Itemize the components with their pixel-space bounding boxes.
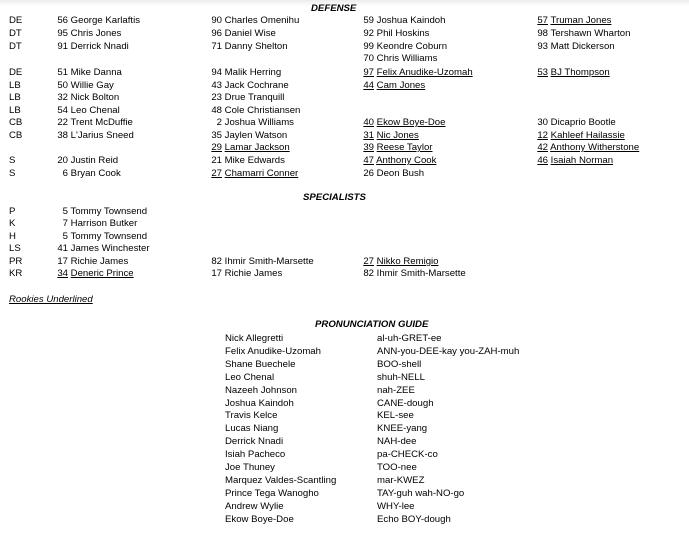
position-label: DT [9,41,22,52]
player-entry [362,168,424,180]
player-name: BJ Thompson [550,67,610,78]
player-name: Danny Shelton [224,41,288,52]
player-name: Lamar Jackson [224,142,290,153]
pronunciation-name: Lucas Niang [225,423,279,435]
jersey-number: 17 [211,268,222,279]
jersey-number: 92 [363,28,374,39]
player-entry [56,41,129,53]
player-name: Bryan Cook [70,168,121,179]
player-entry [536,28,630,40]
jersey-number: 82 [211,256,222,267]
player-entry [210,28,276,40]
jersey-number: 32 [57,92,68,103]
pronunciation-name: Nazeeh Johnson [225,384,298,396]
jersey-number: 71 [211,41,222,52]
player-entry [362,130,419,142]
pronunciation-name: Travis Kelce [225,410,278,422]
rookies-note: Rookies Underlined [9,294,93,305]
player-entry [56,243,150,255]
player-entry [56,92,119,104]
player-entry [536,41,615,53]
player-entry [56,206,147,218]
jersey-number: 5 [62,231,68,242]
player-entry [56,117,133,129]
player-entry [56,268,134,280]
jersey-number: 40 [363,117,374,128]
jersey-number: 5 [62,206,68,217]
pronunciation-phonetic: TAY-guh wah-NO-go [377,487,465,499]
player-entry [210,92,284,104]
player-name: Felix Anudike-Uzomah [376,67,473,78]
player-name: Anthony Witherstone [550,142,640,153]
pronunciation-phonetic: mar-KWEZ [377,474,425,486]
jersey-number: 51 [57,67,68,78]
player-name: Nic Jones [376,130,419,141]
jersey-number: 35 [211,130,222,141]
position-label: LS [9,243,21,254]
jersey-number: 82 [363,268,374,279]
pronunciation-name: Marquez Valdes-Scantling [225,474,337,486]
player-entry [56,168,121,180]
player-entry [362,155,436,167]
player-name: Deneric Prince [70,268,134,279]
position-label: H [9,231,16,242]
jersey-number: 26 [363,168,374,179]
player-entry [210,155,285,167]
player-entry [210,168,298,180]
player-name: Ekow Boye-Doe [376,117,446,128]
jersey-number: 38 [57,130,68,141]
jersey-number: 99 [363,41,374,52]
jersey-number: 23 [211,92,222,103]
player-entry [362,256,439,268]
player-name: George Karlaftis [70,15,140,26]
pronunciation-phonetic: KEL-see [377,410,414,422]
player-name: Chris Williams [376,53,438,64]
player-entry [210,130,287,142]
player-entry [536,130,625,142]
player-name: Cam Jones [376,80,426,91]
player-entry [56,155,118,167]
player-entry [210,67,281,79]
position-label: LB [9,92,21,103]
player-entry [210,105,300,117]
player-name: Mike Edwards [224,155,285,166]
jersey-number: 59 [363,15,374,26]
player-entry [210,80,289,92]
player-entry [536,155,613,167]
player-name: Keondre Coburn [376,41,448,52]
player-entry [56,130,134,142]
player-name: Matt Dickerson [550,41,615,52]
position-label: DE [9,15,23,26]
pronunciation-phonetic: ANN-you-DEE-kay you-ZAH-muh [377,345,520,357]
player-name: Harrison Butker [70,218,138,229]
pronunciation-phonetic: nah-ZEE [377,384,415,396]
pronunciation-name: Derrick Nnadi [225,436,284,448]
pronunciation-phonetic: shuh-NELL [377,371,425,383]
player-name: Nick Bolton [70,92,120,103]
position-label: KR [9,268,23,279]
player-name: Nikko Remigio [376,256,439,267]
player-name: Kahleef Hailassie [550,130,625,141]
jersey-number: 91 [57,41,68,52]
pronunciation-phonetic: TOO-nee [377,462,417,473]
jersey-number: 31 [363,130,374,141]
jersey-number: 48 [211,105,222,116]
jersey-number: 41 [57,243,68,254]
jersey-number: 57 [537,15,548,26]
player-entry [536,67,610,79]
player-name: Tommy Townsend [70,206,148,217]
player-name: Dicaprio Bootle [550,117,616,128]
player-name: Tommy Townsend [70,231,148,242]
player-entry [362,53,437,65]
position-label: LB [9,105,21,116]
pronunciation-name: Andrew Wylie [225,500,284,512]
pronunciation-phonetic: pa-CHECK-co [377,449,438,461]
jersey-number: 22 [57,117,68,128]
jersey-number: 30 [537,117,548,128]
jersey-number: 98 [537,28,548,39]
position-label: K [9,218,16,229]
pronunciation-heading: PRONUNCIATION GUIDE [315,319,429,330]
pronunciation-phonetic: al-uh-GRET-ee [377,333,442,344]
pronunciation-name: Joe Thuney [225,462,275,473]
player-name: L'Jarius Sneed [70,130,134,141]
position-label: LB [9,80,21,91]
player-entry [210,142,290,154]
pronunciation-phonetic: CANE-dough [377,397,434,409]
player-name: Deon Bush [376,168,425,179]
player-name: Willie Gay [70,80,114,91]
player-entry [536,142,639,154]
jersey-number: 97 [363,67,374,78]
specialists-heading: SPECIALISTS [303,192,366,203]
player-entry [56,231,147,243]
player-name: Tershawn Wharton [550,28,631,39]
player-name: Trent McDuffie [70,117,133,128]
jersey-number: 12 [537,130,548,141]
jersey-number: 17 [57,256,68,267]
player-entry [56,67,122,79]
jersey-number: 42 [537,142,548,153]
pronunciation-name: Felix Anudike-Uzomah [225,345,321,357]
player-name: Malik Herring [224,67,282,78]
jersey-number: 27 [211,168,222,179]
player-name: Chris Jones [70,28,122,39]
player-name: Justin Reid [70,155,119,166]
player-name: Derrick Nnadi [70,41,129,52]
jersey-number: 27 [363,256,374,267]
position-label: CB [9,117,23,128]
jersey-number: 70 [363,53,374,64]
player-name: Truman Jones [550,15,612,26]
pronunciation-name: Leo Chenal [225,371,275,383]
player-entry [536,15,611,27]
player-entry [362,15,445,27]
player-entry [362,268,466,280]
pronunciation-name: Nick Allegretti [225,333,284,344]
jersey-number: 47 [363,155,374,166]
jersey-number: 43 [211,80,222,91]
jersey-number: 2 [216,117,222,128]
jersey-number: 94 [211,67,222,78]
jersey-number: 95 [57,28,68,39]
player-name: Jack Cochrane [224,80,289,91]
player-name: Richie James [224,268,283,279]
jersey-number: 90 [211,15,222,26]
jersey-number: 20 [57,155,68,166]
pronunciation-name: Ekow Boye-Doe [225,513,294,525]
player-entry [56,28,121,40]
player-name: Ihmir Smith-Marsette [376,268,466,279]
pronunciation-name: Shane Buechele [225,358,296,370]
player-name: Joshua Williams [224,117,294,128]
player-name: Anthony Cook [376,155,437,166]
player-entry [536,117,616,129]
player-entry [210,41,288,53]
player-entry [210,117,294,129]
player-entry [362,80,425,92]
player-entry [56,15,140,27]
pronunciation-phonetic: Echo BOY-dough [377,513,451,525]
player-name: Phil Hoskins [376,28,430,39]
position-label: S [9,168,16,179]
player-name: Ihmir Smith-Marsette [224,256,314,267]
player-entry [362,67,473,79]
player-name: Daniel Wise [224,28,276,39]
player-name: James Winchester [70,243,150,254]
jersey-number: 34 [57,268,68,279]
jersey-number: 21 [211,155,222,166]
position-label: P [9,206,16,217]
position-label: DT [9,28,22,39]
player-name: Chamarri Conner [224,168,299,179]
player-entry [362,28,429,40]
player-entry [56,218,137,230]
position-label: PR [9,256,23,267]
jersey-number: 96 [211,28,222,39]
pronunciation-name: Joshua Kaindoh [225,397,294,409]
position-label: DE [9,67,23,78]
player-name: Leo Chenal [70,105,120,116]
defense-heading: DEFENSE [311,3,357,14]
player-name: Isaiah Norman [550,155,614,166]
jersey-number: 53 [537,67,548,78]
player-entry [56,256,128,268]
player-entry [210,268,282,280]
player-name: Drue Tranquill [224,92,285,103]
jersey-number: 6 [62,168,68,179]
jersey-number: 93 [537,41,548,52]
pronunciation-phonetic: KNEE-yang [377,423,428,435]
player-entry [362,142,433,154]
pronunciation-phonetic: WHY-lee [377,500,415,512]
player-name: Mike Danna [70,67,122,78]
jersey-number: 39 [363,142,374,153]
player-entry [56,105,120,117]
player-entry [362,41,447,53]
jersey-number: 29 [211,142,222,153]
player-name: Jaylen Watson [224,130,288,141]
player-name: Cole Christiansen [224,105,301,116]
player-name: Richie James [70,256,129,267]
player-name: Reese Taylor [376,142,433,153]
pronunciation-phonetic: NAH-dee [377,436,417,448]
player-name: Joshua Kaindoh [376,15,446,26]
jersey-number: 46 [537,155,548,166]
player-entry [56,80,114,92]
jersey-number: 50 [57,80,68,91]
position-label: S [9,155,16,166]
pronunciation-phonetic: BOO-shell [377,358,422,370]
position-label: CB [9,130,23,141]
pronunciation-name: Prince Tega Wanogho [225,487,319,499]
pronunciation-name: Isiah Pacheco [225,449,286,461]
jersey-number: 7 [62,218,68,229]
jersey-number: 54 [57,105,68,116]
player-entry [362,117,445,129]
player-name: Charles Omenihu [224,15,300,26]
jersey-number: 56 [57,15,68,26]
player-entry [210,256,314,268]
player-entry [210,15,299,27]
jersey-number: 44 [363,80,374,91]
